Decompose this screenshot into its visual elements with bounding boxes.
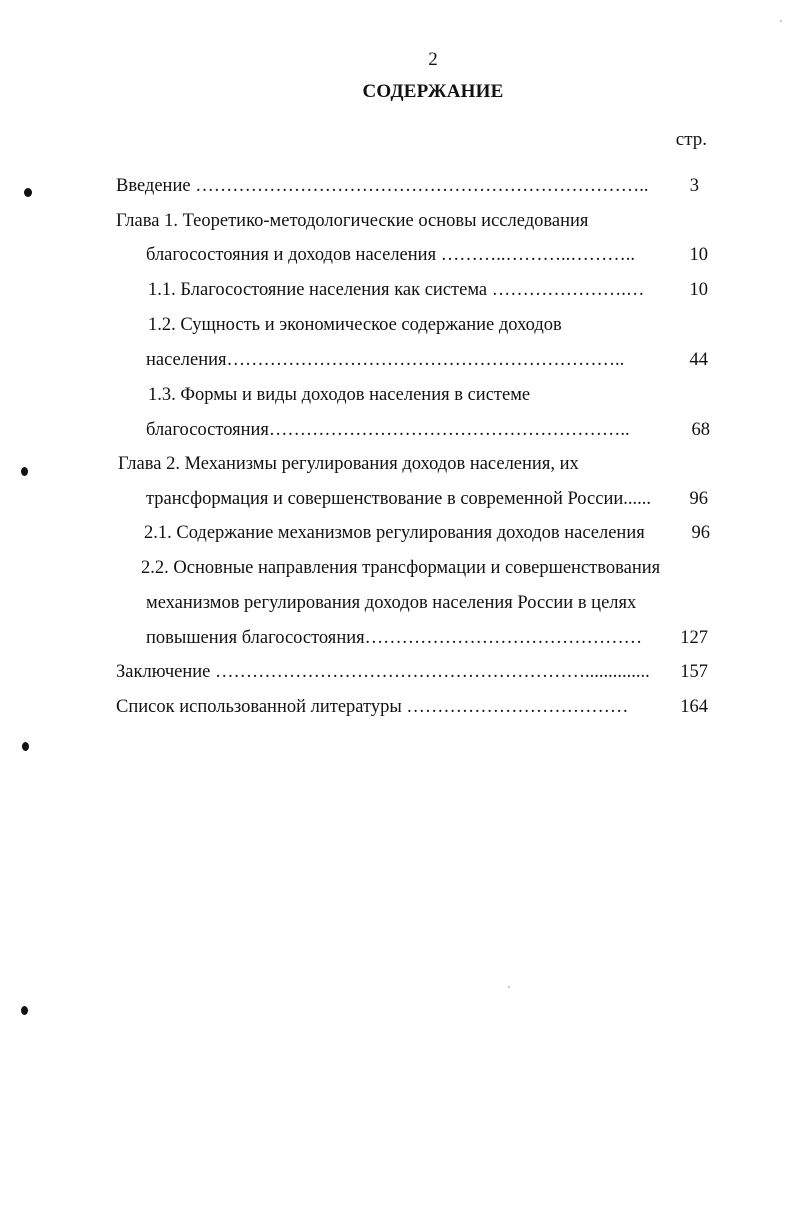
scan-speck bbox=[22, 742, 29, 751]
toc-entry-chapter-1: Глава 1. Теоретико-методологические основы исследования bbox=[116, 211, 589, 231]
toc-entry-section-1-3: 1.3. Формы и виды доходов населения в системе bbox=[148, 385, 531, 405]
page-number: 2 bbox=[428, 49, 438, 70]
toc-entry-section-1-1: 1.1. Благосостояние населения как система ………………….… bbox=[148, 280, 645, 300]
toc-entry-section-2-2-cont-2: повышения благосостояния……………………………………… bbox=[146, 628, 643, 648]
toc-entry-section-2-1: 2.1. Содержание механизмов регулирования доходов населения bbox=[144, 523, 645, 543]
toc-page-section-2-2: 127 bbox=[680, 628, 708, 648]
toc-page-section-1-1: 10 bbox=[689, 280, 708, 300]
toc-entry-section-1-3-cont: благосостояния………………………………………………….. bbox=[146, 420, 630, 440]
toc-page-conclusion: 157 bbox=[680, 662, 708, 682]
scan-speck bbox=[780, 20, 782, 22]
toc-page-section-1-2: 44 bbox=[689, 350, 708, 370]
scan-speck bbox=[24, 188, 32, 197]
toc-entry-chapter-2-cont: трансформация и совершенствование в современной России...... bbox=[146, 489, 651, 509]
toc-entry-chapter-2: Глава 2. Механизмы регулирования доходов населения, их bbox=[118, 454, 579, 474]
scan-speck bbox=[21, 1006, 28, 1015]
scan-speck bbox=[21, 467, 28, 476]
toc-page-chapter-1: 10 bbox=[689, 245, 708, 265]
toc-entry-introduction: Введение ……………………………………………………………….. bbox=[116, 176, 649, 196]
toc-page-section-1-3: 68 bbox=[691, 420, 710, 440]
scan-speck bbox=[508, 986, 510, 988]
page-title: СОДЕРЖАНИЕ bbox=[362, 81, 504, 102]
toc-entry-section-2-2: 2.2. Основные направления трансформации и совершенствования bbox=[141, 558, 661, 578]
toc-entry-chapter-1-cont: благосостояния и доходов населения ………..………..……….. bbox=[146, 245, 635, 265]
toc-entry-section-2-2-cont-1: механизмов регулирования доходов населения России в целях bbox=[146, 593, 637, 613]
toc-page-section-2-1: 96 bbox=[691, 523, 710, 543]
page-column-header: стр. bbox=[675, 129, 707, 150]
toc-page-bibliography: 164 bbox=[680, 697, 708, 717]
toc-entry-bibliography: Список использованной литературы ……………………………… bbox=[116, 697, 629, 717]
toc-entry-section-1-2: 1.2. Сущность и экономическое содержание доходов bbox=[148, 315, 562, 335]
toc-page-introduction: 3 bbox=[689, 176, 699, 196]
toc-entry-section-1-2-cont: населения……………………………………………………….. bbox=[146, 350, 625, 370]
toc-entry-conclusion: Заключение …………………………………………………….............. bbox=[116, 662, 650, 682]
toc-page-chapter-2: 96 bbox=[689, 489, 708, 509]
